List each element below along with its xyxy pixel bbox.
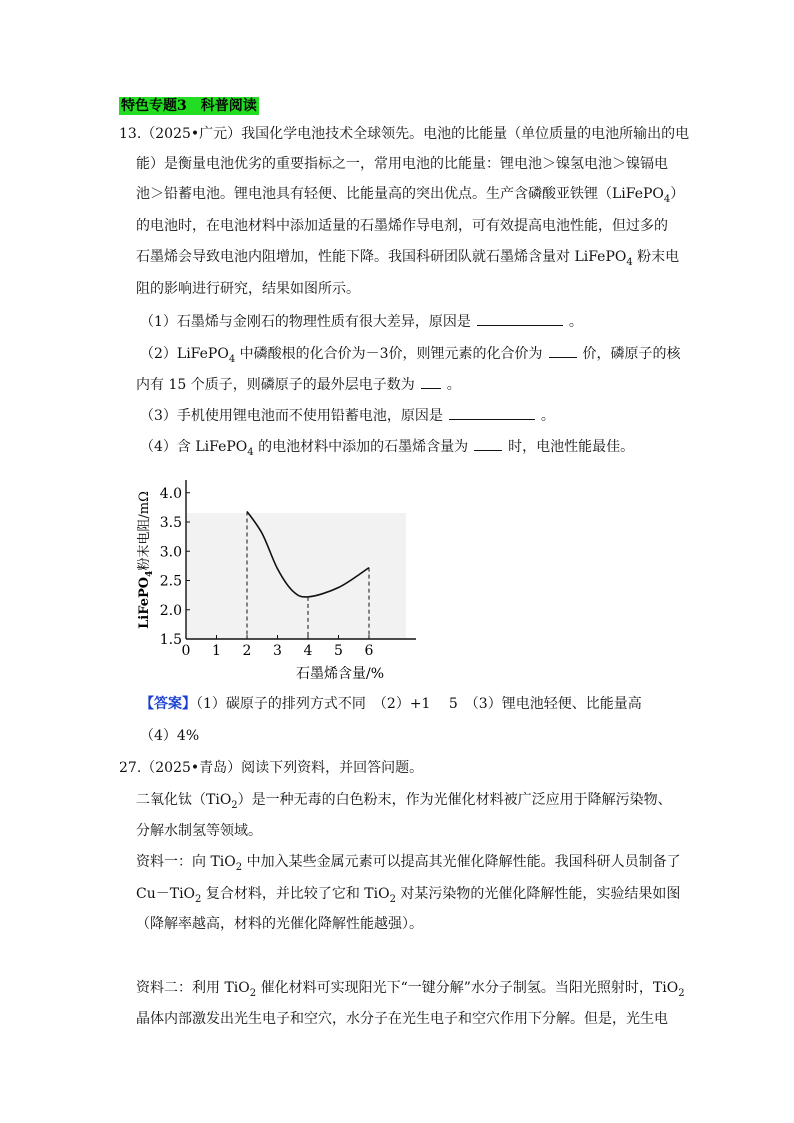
- q13-answer-2: （4）4%: [140, 728, 200, 744]
- answer-blank-5[interactable]: [474, 436, 502, 451]
- section-badge-num: 3: [177, 98, 187, 114]
- section-badge-label: 特色专题: [121, 98, 177, 114]
- q13-line-5: 石墨烯会导致电池内阻增加，性能下降。我国科研团队就石墨烯含量对 LiFePO$_4$ 粉末电: [136, 249, 680, 268]
- answer-blank-2[interactable]: [549, 343, 577, 358]
- q27-line-2: 二氧化钛（TiO$_2$）是一种无毒的白色粉末，作为光催化材料被广泛应用于降解污染物、: [136, 792, 672, 811]
- x-axis-label: 石墨烯含量/%: [295, 666, 385, 682]
- q13-sub-2-cont: 内有 15 个质子，则磷原子的最外层电子数为 。: [136, 374, 461, 395]
- q27-line-3: 分解水制氢等领域。: [136, 823, 262, 839]
- section-badge-title: 科普阅读: [200, 98, 257, 114]
- y-tick-label: 3.5: [159, 515, 182, 531]
- q27-line-5: Cu－TiO$_2$ 复合材料，并比较了它和 TiO$_2$ 对某污染物的光催化降解性能，实验结果如图: [136, 886, 681, 905]
- x-tick-label: 1: [212, 643, 221, 659]
- chart-bg: [186, 513, 406, 639]
- section-badge: [119, 97, 259, 115]
- q13-sub-4: （4）含 LiFePO$_4$ 的电池材料中添加的石墨烯含量为 时，电池性能最佳。: [140, 436, 634, 457]
- y-tick-label: 3.0: [159, 544, 182, 561]
- q27-line-6: （降解率越高，材料的光催化降解性能越强）。: [136, 916, 423, 932]
- y-tick-label: 2.0: [159, 602, 182, 619]
- q27-line-4: 资料一：向 TiO$_2$ 中加入某些金属元素可以提高其光催化降解性能。我国科研人员制备了: [136, 854, 681, 873]
- q13-sub-2: （2）LiFePO$_4$ 中磷酸根的化合价为－3价，则锂元素的化合价为 价，磷原子的核: [140, 343, 681, 364]
- x-tick-label: 6: [364, 643, 374, 659]
- q13-answer-1: 【答案】（1）碳原子的排列方式不同 （2）+1 5 （3）锂电池轻便、比能量高: [140, 696, 642, 712]
- q13-line-1: 13.（2025•广元）我国化学电池技术全球领先。电池的比能量（单位质量的电池所输出的电: [119, 126, 690, 142]
- q27-line-7: 资料二：利用 TiO$_2$ 催化材料可实现阳光下“一键分解”水分子制氢。当阳光照射时，TiO$_2$: [136, 980, 685, 999]
- q13-line-3: 池＞铅蓄电池。锂电池具有轻便、比能量高的突出优点。生产含磷酸亚铁锂（LiFePO$_4$）: [136, 186, 685, 205]
- y-tick-label: 4.0: [159, 485, 182, 502]
- y-tick-label: 1.5: [159, 632, 182, 648]
- q13-sub-1: （1）石墨烯与金刚石的物理性质有很大差异，原因是 。: [140, 311, 583, 332]
- x-tick-label: 4: [303, 643, 313, 659]
- q13-line-6: 阻的影响进行研究，结果如图所示。: [136, 281, 360, 297]
- answer-blank-3[interactable]: [421, 374, 441, 389]
- resistance-chart: [130, 478, 420, 690]
- q13-line-4: 的电池时，在电池材料中添加适量的石墨烯作导电剂，可有效提高电池性能，但过多的: [136, 218, 668, 234]
- q27-line-8: 晶体内部激发出光生电子和空穴，水分子在光生电子和空穴作用下分解。但是，光生电: [136, 1011, 668, 1027]
- q27-line-1: 27.（2025•青岛）阅读下列资料，并回答问题。: [119, 760, 424, 776]
- x-tick-label: 5: [334, 643, 343, 659]
- answer-blank-1[interactable]: [477, 311, 563, 326]
- answer-blank-4[interactable]: [449, 405, 535, 420]
- y-tick-label: 2.5: [159, 573, 182, 590]
- q13-sub-3: （3）手机使用锂电池而不使用铅蓄电池，原因是 。: [140, 405, 555, 426]
- x-tick-label: 2: [242, 643, 252, 659]
- y-axis-label: LiFePO$_4$粉末电阻/mΩ: [137, 491, 155, 629]
- x-tick-label: 0: [181, 643, 191, 659]
- answer-tag: 【答案】: [140, 696, 196, 712]
- q13-line-2: 能）是衡量电池优劣的重要指标之一，常用电池的比能量：锂电池＞镍氢电池＞镍镉电: [136, 156, 668, 172]
- x-tick-label: 3: [273, 643, 282, 659]
